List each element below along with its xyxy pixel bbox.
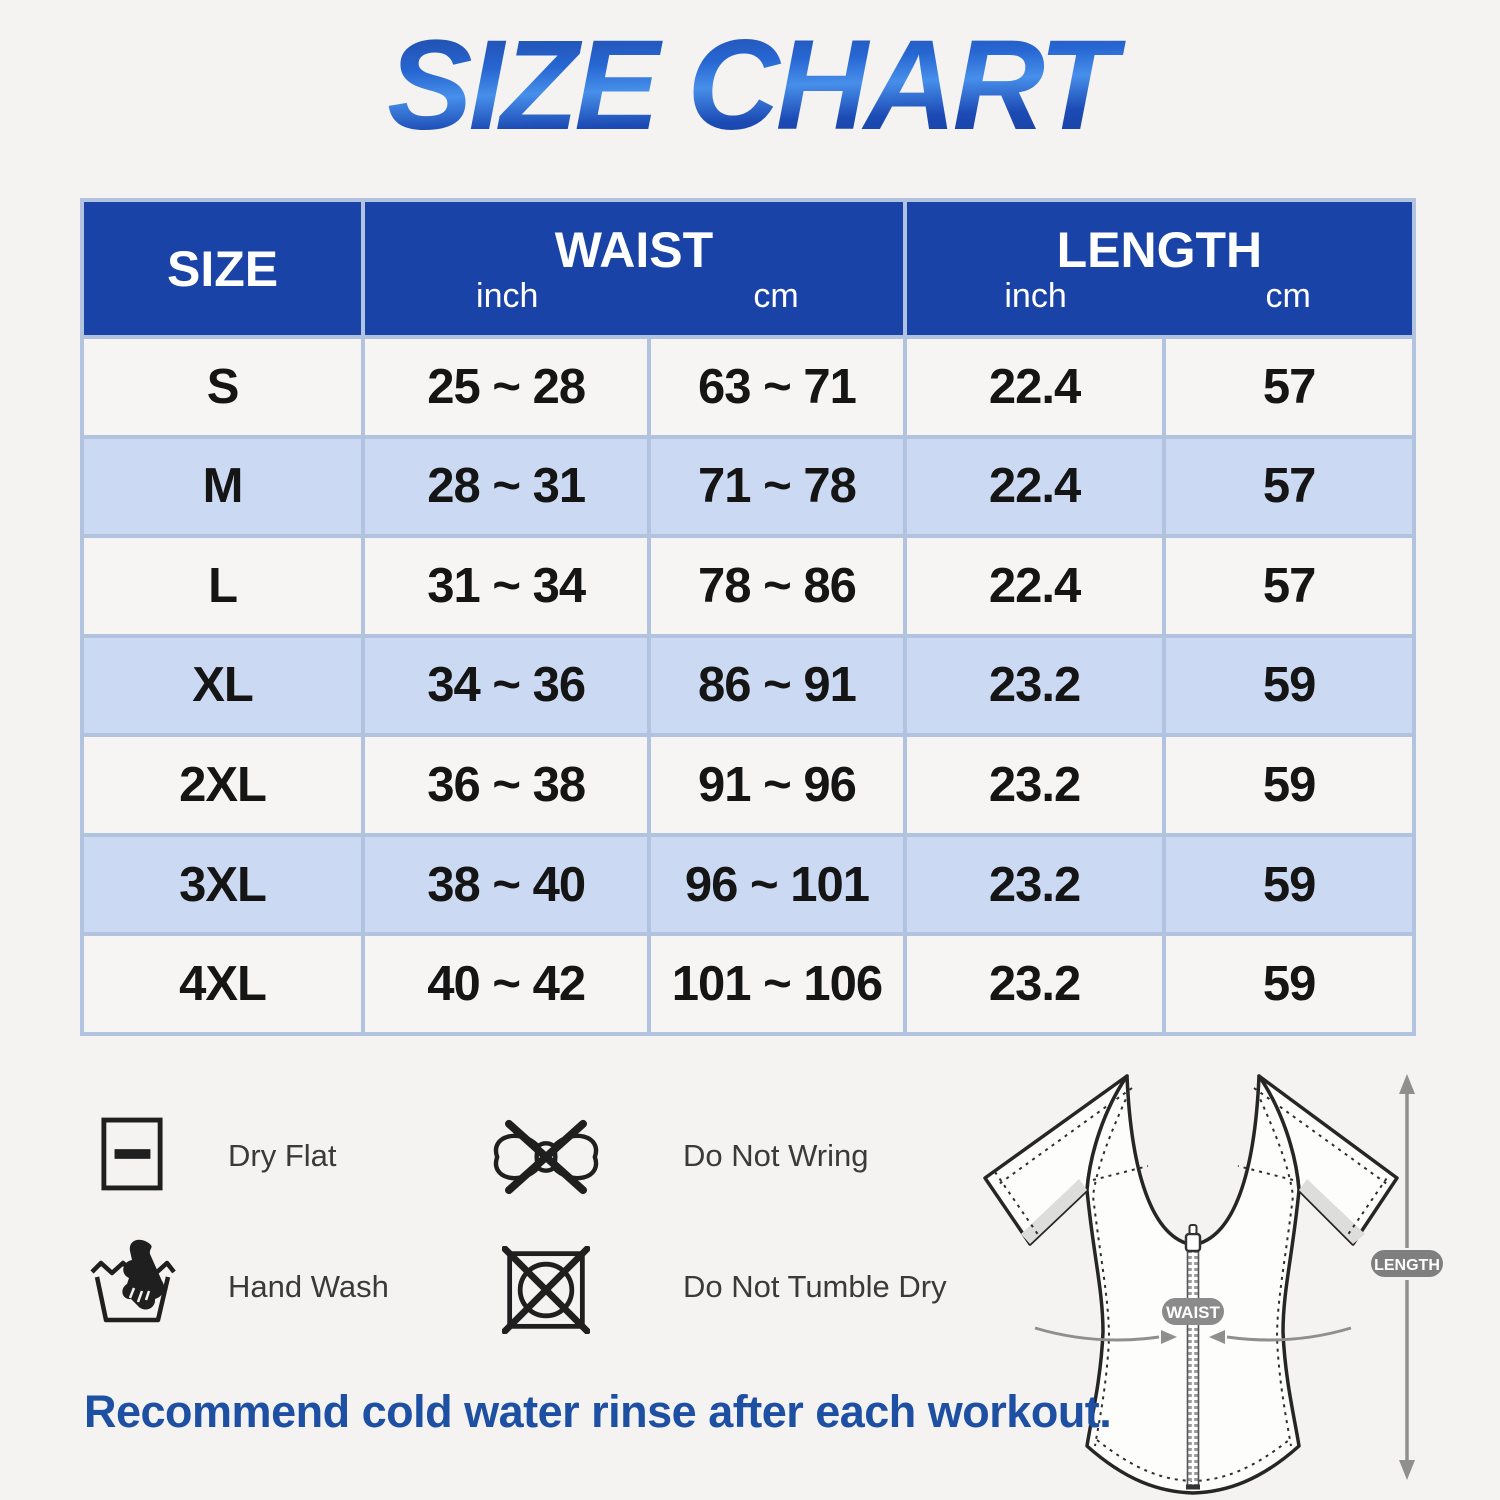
hand-wash-icon	[88, 1236, 178, 1328]
cell-length-inch: 23.2	[907, 837, 1163, 933]
cell-waist-cm: 101 ~ 106	[651, 936, 903, 1032]
column-header-length	[907, 202, 1412, 335]
length-badge	[1371, 1250, 1443, 1277]
length-header-label: LENGTH	[1056, 221, 1263, 278]
cell-length-inch: 22.4	[907, 439, 1163, 535]
cell-length-cm: 59	[1166, 936, 1412, 1032]
care-label-do-not-tumble-dry: Do Not Tumble Dry	[683, 1269, 947, 1304]
waist-unit-cm: cm	[753, 277, 799, 316]
cell-waist-cm: 91 ~ 96	[651, 737, 903, 833]
waist-unit-inch: inch	[476, 277, 539, 316]
cell-waist-cm: 86 ~ 91	[651, 638, 903, 734]
cell-waist-inch: 38 ~ 40	[365, 837, 647, 933]
cell-size: XL	[84, 638, 361, 734]
column-header-size: SIZE	[84, 202, 361, 335]
cell-waist-inch: 28 ~ 31	[365, 439, 647, 535]
length-arrowhead-bottom	[1399, 1460, 1415, 1480]
cell-length-cm: 59	[1166, 638, 1412, 734]
cell-length-cm: 59	[1166, 737, 1412, 833]
care-label-dry-flat: Dry Flat	[228, 1138, 337, 1173]
length-unit-cm: cm	[1265, 277, 1311, 316]
care-label-hand-wash: Hand Wash	[228, 1269, 389, 1304]
size-table	[80, 198, 1416, 1036]
cell-length-cm: 57	[1166, 339, 1412, 435]
zipper	[1186, 1225, 1200, 1487]
cell-waist-cm: 63 ~ 71	[651, 339, 903, 435]
length-arrowhead-top	[1399, 1074, 1415, 1094]
cell-waist-inch: 34 ~ 36	[365, 638, 647, 734]
cell-length-cm: 57	[1166, 439, 1412, 535]
cell-size: M	[84, 439, 361, 535]
page-title: SIZE CHART	[0, 16, 1500, 157]
cell-size: L	[84, 538, 361, 634]
cell-waist-inch: 25 ~ 28	[365, 339, 647, 435]
cell-size: S	[84, 339, 361, 435]
length-badge-label: LENGTH	[1374, 1257, 1440, 1274]
waist-badge	[1162, 1298, 1224, 1325]
cell-size: 4XL	[84, 936, 361, 1032]
care-label-do-not-wring: Do Not Wring	[683, 1138, 869, 1173]
length-unit-inch: inch	[1004, 277, 1067, 316]
cell-length-inch: 22.4	[907, 538, 1163, 634]
do-not-tumble-dry-icon	[502, 1246, 590, 1334]
cell-waist-inch: 36 ~ 38	[365, 737, 647, 833]
waist-header-label: WAIST	[554, 221, 714, 278]
cell-waist-cm: 71 ~ 78	[651, 439, 903, 535]
cell-waist-cm: 78 ~ 86	[651, 538, 903, 634]
cell-length-inch: 22.4	[907, 339, 1163, 435]
length-units	[907, 276, 1412, 317]
cell-waist-inch: 40 ~ 42	[365, 936, 647, 1032]
cell-length-inch: 23.2	[907, 638, 1163, 734]
waist-units	[365, 276, 903, 317]
column-header-waist	[365, 202, 903, 335]
cell-length-cm: 59	[1166, 837, 1412, 933]
footer-note: Recommend cold water rinse after each workout.	[84, 1386, 1112, 1437]
waist-badge-label: WAIST	[1166, 1303, 1220, 1322]
cell-waist-inch: 31 ~ 34	[365, 538, 647, 634]
cell-waist-cm: 96 ~ 101	[651, 837, 903, 933]
cell-length-inch: 23.2	[907, 936, 1163, 1032]
cell-length-cm: 57	[1166, 538, 1412, 634]
do-not-wring-icon	[487, 1116, 605, 1198]
dry-flat-icon	[100, 1116, 164, 1192]
cell-size: 3XL	[84, 837, 361, 933]
cell-size: 2XL	[84, 737, 361, 833]
cell-length-inch: 23.2	[907, 737, 1163, 833]
